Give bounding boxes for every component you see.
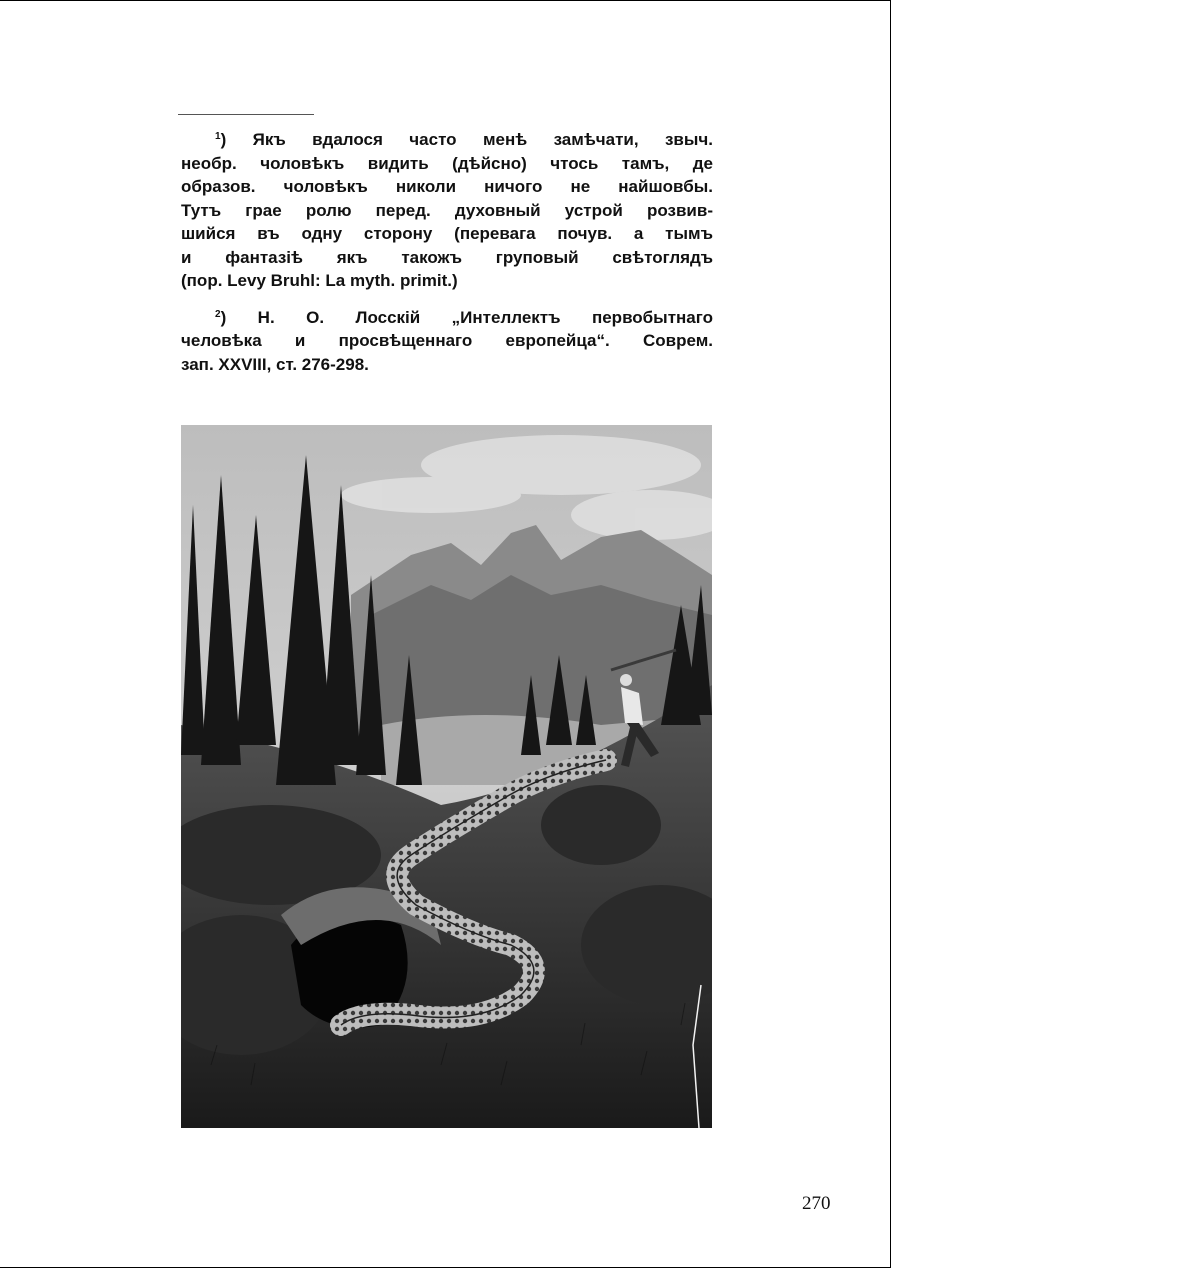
footnote-1-marker: 1 [215, 131, 221, 142]
illustration-plate [181, 425, 712, 1128]
page-number: 270 [802, 1193, 831, 1214]
footnote-2-line-3: зап. XXVIII, ст. 276-298. [181, 354, 369, 374]
footnote-2-line-1: ) Н. О. Лосскiй „Интеллектъ первобытнаго [220, 307, 713, 327]
footnote-2-line-2: человѣка и просвѣщеннаго европейца“. Соврем. [181, 331, 713, 350]
footnote-1-line-1: ) Якъ вдалося часто менѣ замѣчати, звыч. [220, 130, 713, 149]
footnote-1-line-2: необр. чоловѣкъ видить (дѣйсно) чтось тамъ, де [181, 153, 713, 173]
footnote-separator [178, 114, 314, 115]
footnote-1 [181, 125, 713, 293]
footnote-2 [181, 303, 713, 377]
footnote-1-line-7: (пор. Levy Bruhl: La myth. primit.) [181, 271, 458, 290]
footnote-1-line-3: образов. чоловѣкъ николи ничого не найшовбы. [181, 177, 713, 196]
footnote-1-line-5: шийся въ одну сторону (перевага почув. а тымъ [181, 224, 713, 243]
footnotes-block [181, 125, 713, 376]
footnote-1-line-6: и фантазiѣ якъ такожъ груповый свѣтоглядъ [181, 247, 713, 267]
footnote-2-marker: 2 [215, 308, 221, 320]
footnote-1-line-4: Тутъ грае ролю перед. духовный устрой розвив- [181, 200, 713, 220]
serpent-landscape-illustration [181, 425, 712, 1128]
